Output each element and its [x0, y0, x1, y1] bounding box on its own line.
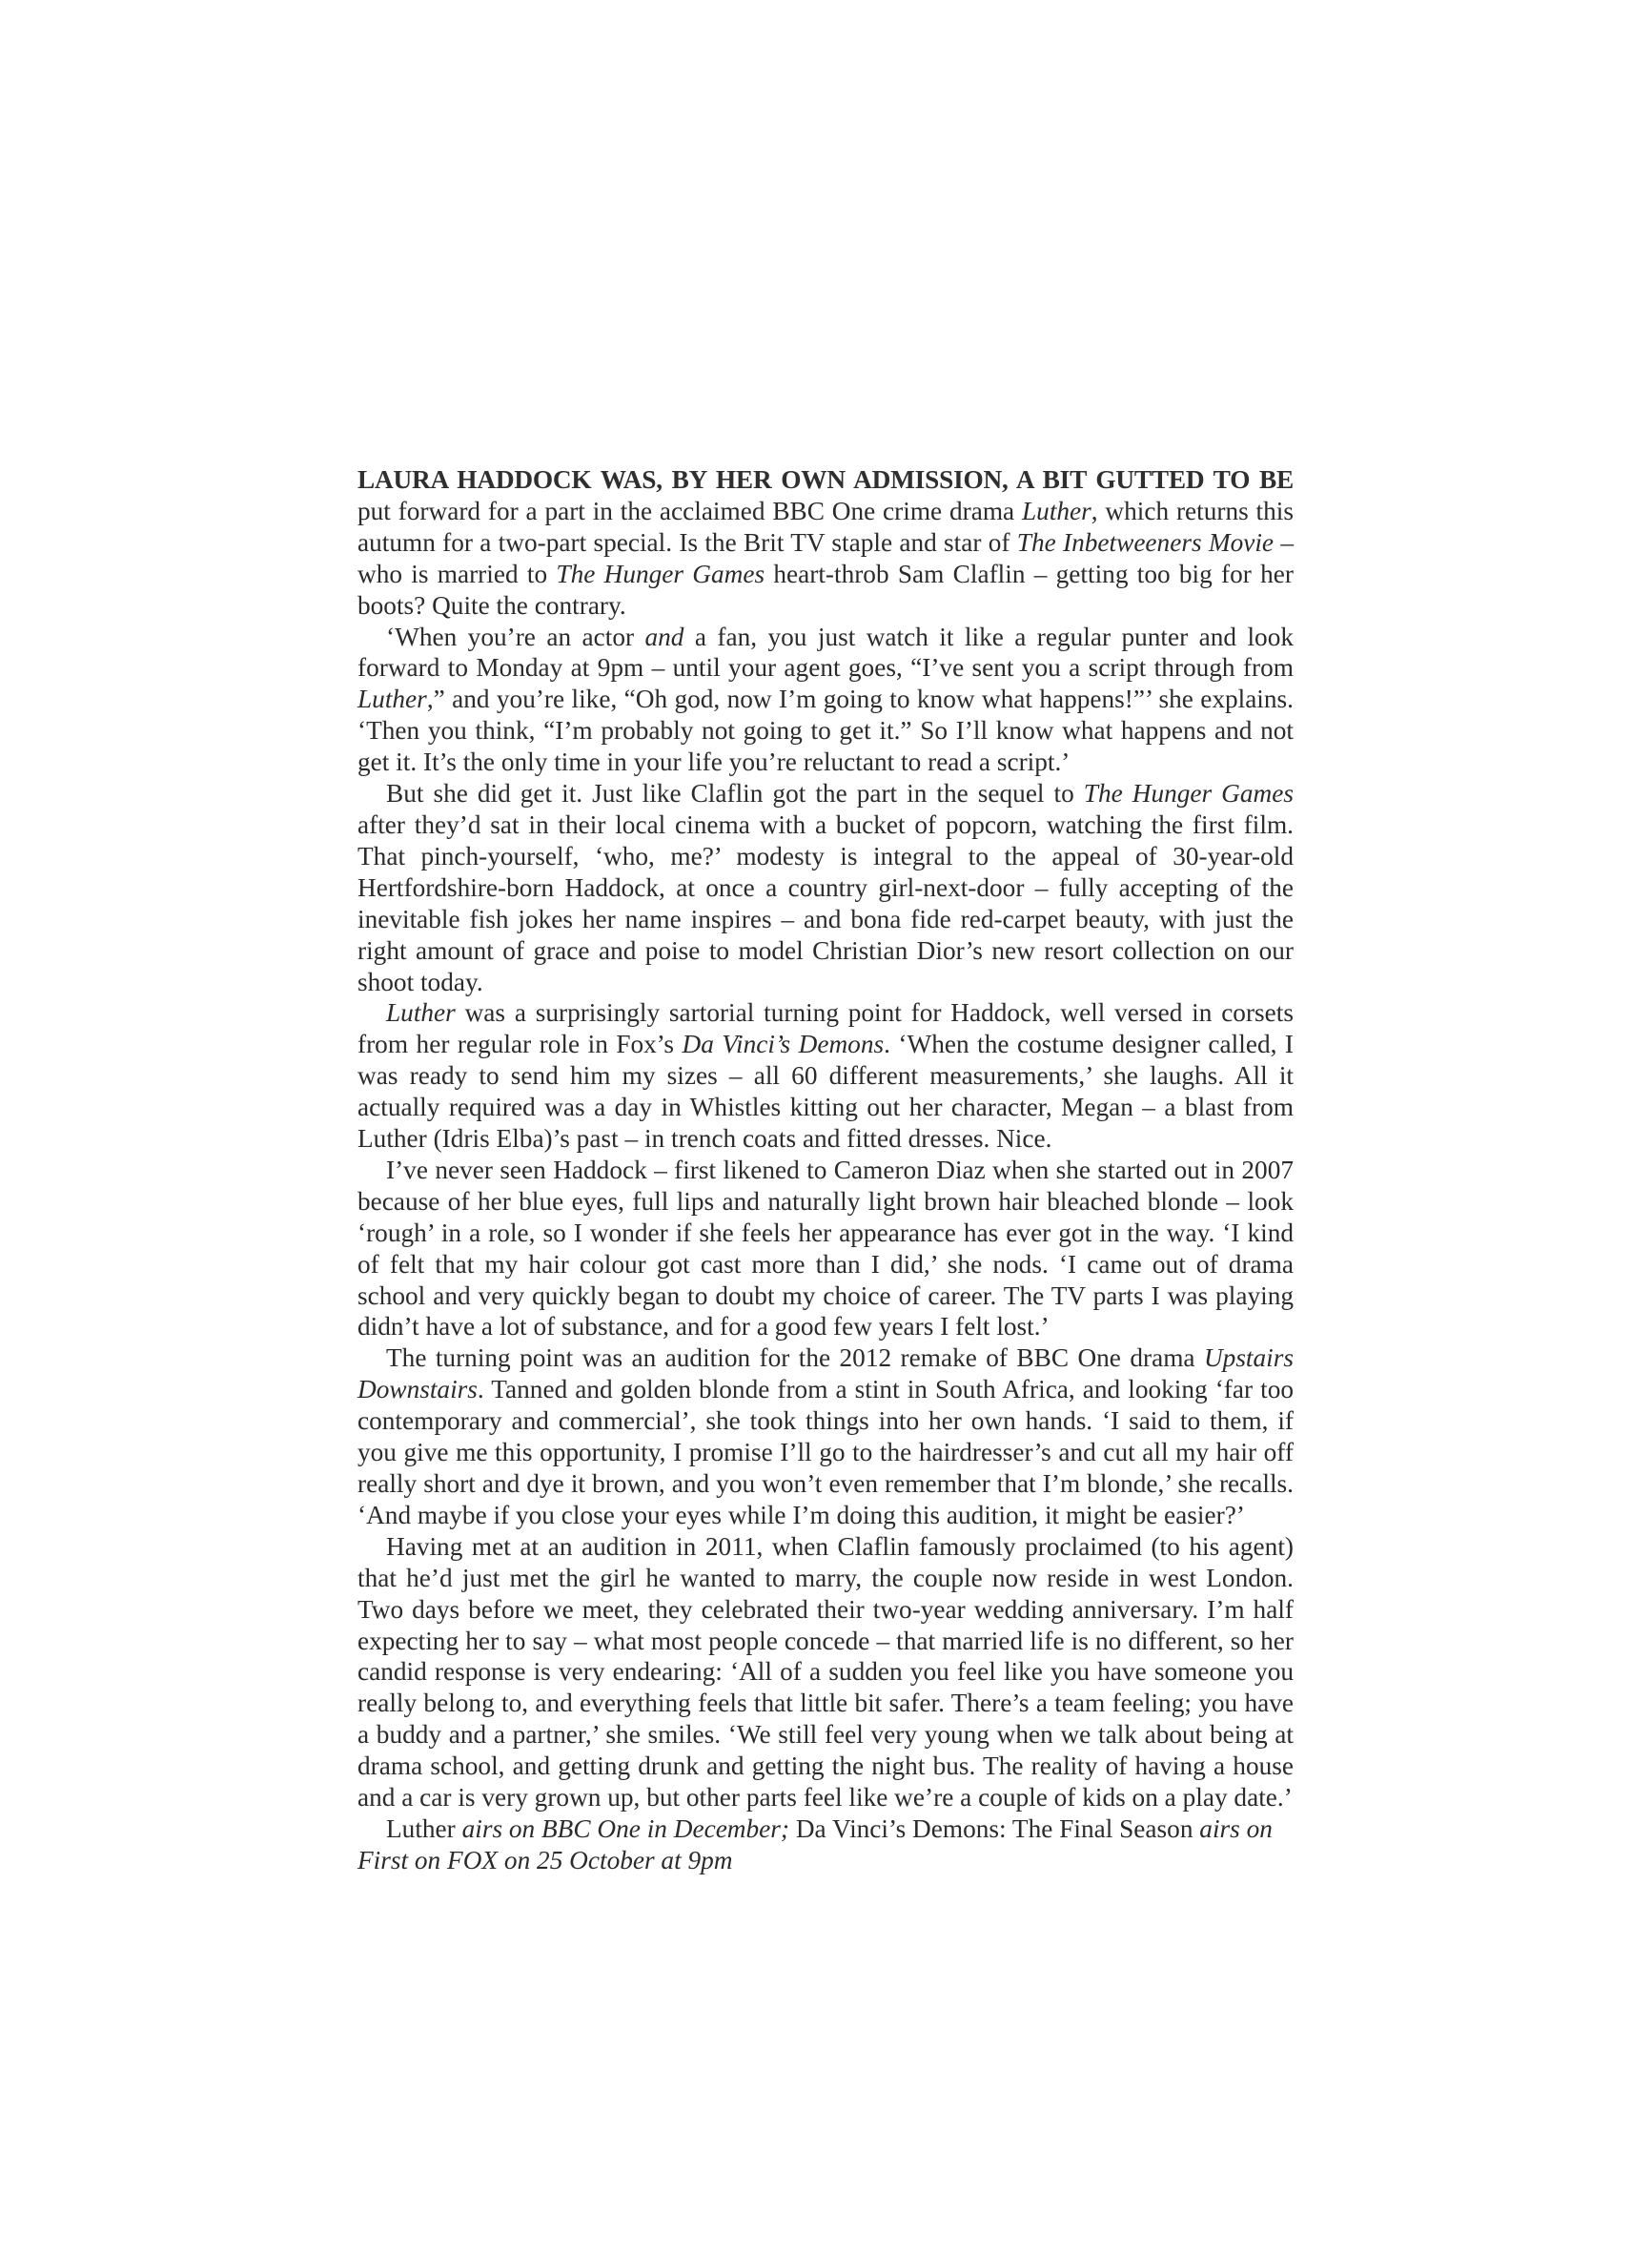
article-body: [357, 464, 1294, 1876]
show-title: Upstairs Downstairs: [357, 1343, 1294, 1404]
text-run: The turning point was an audition for the 2012 remake of BBC One drama: [386, 1343, 1204, 1373]
emphasis: and: [644, 622, 684, 651]
text-run: . Tanned and golden blonde from a stint in South Africa, and looking ‘far too contemporary and commercial’, she took things into her own hands. ‘I said to them, if you give me this opportunity, I promise I’ll go to the hairdresser’s and cut all my hair off really short and dye it brown, and you won’t even remember that I’m blonde,’ she recalls. ‘And maybe if you close your eyes while I’m doing this audition, it might be easier?’: [357, 1375, 1294, 1529]
text-run: But she did get it. Just like Claflin got the part in the sequel to: [386, 779, 1084, 809]
article-paragraph: [357, 464, 1294, 622]
text-run: , which returns this autumn for a two-part special. Is the Brit TV staple and star of: [357, 496, 1294, 557]
broadcast-credit: [357, 1813, 1294, 1876]
show-title: Da Vinci’s Demons: [682, 1030, 885, 1059]
text-run-italic: airs on BBC One in December;: [455, 1813, 790, 1843]
article-paragraph: [357, 778, 1294, 997]
film-title: The Hunger Games: [1083, 779, 1294, 809]
lead-in-caps: LAURA HADDOCK WAS, BY HER OWN ADMISSION, A BIT GUTTED TO BE: [357, 465, 1294, 494]
show-title: Luther: [357, 685, 427, 714]
text-run: was a surprisingly sartorial turning point for Haddock, well versed in corsets from her regular role in Fox’s: [357, 998, 1294, 1059]
article-paragraph: [357, 1531, 1294, 1813]
text-run: I’ve never seen Haddock – first likened to Cameron Diaz when she started out in 2007 because of her blue eyes, full lips and naturally light brown hair bleached blonde – look ‘rough’ in a role, so I wonder if she feels her appearance has ever got in the way. ‘I kind of felt that my hair colour got cast more than I did,’ she nods. ‘I came out of drama school and very quickly began to doubt my choice of career. The TV parts I was playing didn’t have a lot of substance, and for a good few years I felt lost.’: [357, 1155, 1294, 1342]
article-paragraph: [357, 1342, 1294, 1530]
text-run: ‘When you’re an actor: [386, 622, 645, 651]
text-run: Luther: [386, 1813, 456, 1843]
text-run: heart-throb Sam Claflin – getting too big for her boots? Quite the contrary.: [357, 559, 1294, 620]
text-run: put forward for a part in the acclaimed BBC One crime drama: [357, 496, 1022, 525]
article-paragraph: [357, 622, 1294, 779]
text-run: . ‘When the costume designer called, I was ready to send him my sizes – all 60 different measurements,’ she laughs. All it actually required was a day in Whistles kitting out her character, Megan – a blast from Luther (Idris Elba)’s past – in trench coats and fitted dresses. Nice.: [357, 1030, 1294, 1154]
show-title: Luther: [1021, 496, 1091, 525]
text-run: – who is married to: [357, 527, 1294, 588]
text-run: Da Vinci’s Demons: The Final Season: [789, 1813, 1193, 1843]
film-title: The Hunger Games: [556, 559, 765, 588]
text-run: after they’d sat in their local cinema with a bucket of popcorn, watching the first film. That pinch-yourself, ‘who, me?’ modesty is integral to the appeal of 30-year-old Hertfordshire-born Haddock, at once a country girl-next-door – fully accepting of the inevitable fish jokes her name inspires – and bona fide red-carpet beauty, with just the right amount of grace and poise to model Christian Dior’s new resort collection on our shoot today.: [357, 809, 1294, 996]
film-title: The Inbetweeners Movie: [1016, 527, 1275, 557]
article-paragraph: [357, 997, 1294, 1155]
text-run-italic: airs on First on FOX on 25 October at 9pm: [357, 1813, 1273, 1874]
article-paragraph: [357, 1155, 1294, 1342]
text-run: ,” and you’re like, “Oh god, now I’m going to know what happens!”’ she explains. ‘Then you think, “I’m probably not going to get it.” So I’ll know what happens and not get it. It’s the only time in your life you’re reluctant to read a script.’: [357, 685, 1294, 777]
text-run: a fan, you just watch it like a regular punter and look forward to Monday at 9pm – until your agent goes, “I’ve sent you a script through from: [357, 622, 1294, 683]
show-title: Luther: [386, 998, 456, 1028]
text-run: Having met at an audition in 2011, when Claflin famously proclaimed (to his agent) that he’d just met the girl he wanted to marry, the couple now reside in west London. Two days before we meet, they celebrated their two-year wedding anniversary. I’m half expecting her to say – what most people concede – that married life is no different, so her candid response is very endearing: ‘All of a sudden you feel like you have someone you really belong to, and everything feels that little bit safer. There’s a team feeling; you have a buddy and a partner,’ she smiles. ‘We still feel very young when we talk about being at drama school, and getting drunk and getting the night bus. The reality of having a house and a car is very grown up, but other parts feel like we’re a couple of kids on a play date.’: [357, 1531, 1294, 1813]
